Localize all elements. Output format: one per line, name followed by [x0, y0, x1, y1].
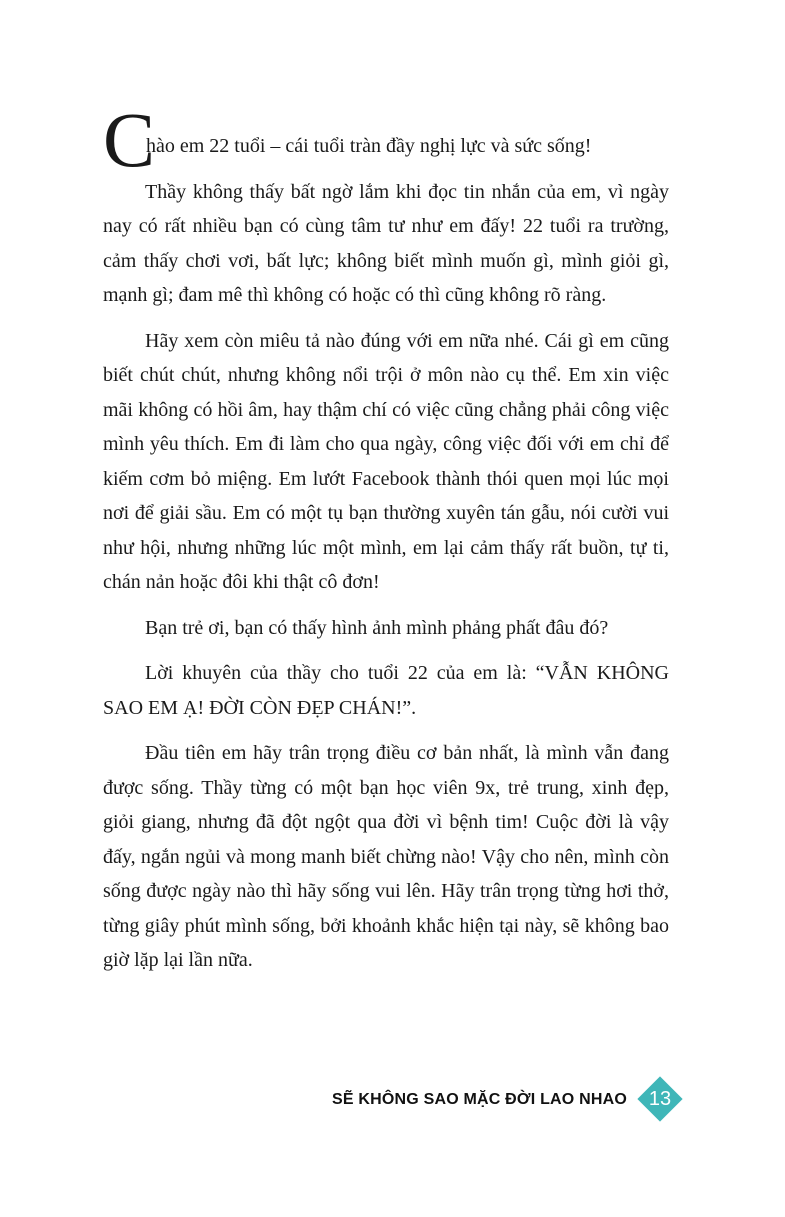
paragraph-2: Hãy xem còn miêu tả nào đúng với em nữa nhé. Cái gì em cũng biết chút chút, nhưng không nổi trội ở môn nào cụ thể. Em xin việc mãi không có hồi âm, hay thậm chí có việc cũng chẳng phải công việc mình yêu thích. Em đi làm cho qua ngày, công việc đối với em chỉ để kiếm cơm bỏ miệng. Em lướt Facebook thành thói quen mọi lúc mọi nơi để giải sầu. Em có một tụ bạn thường xuyên tán gẫu, nói cười vui như hội, nhưng những lúc một mình, em lại cảm thấy rất buồn, tự ti, chán nản hoặc đôi khi thật cô đơn! — [103, 329, 669, 593]
paragraph-4: Lời khuyên của thầy cho tuổi 22 của em là: “VẪN KHÔNG SAO EM Ạ! ĐỜI CÒN ĐẸP CHÁN!”. — [103, 662, 669, 719]
paragraph-5: Đầu tiên em hãy trân trọng điều cơ bản nhất, là mình vẫn đang được sống. Thầy từng có một bạn học viên 9x, trẻ trung, xinh đẹp, giỏi giang, nhưng đã đột ngột qua đời vì bệnh tim! Cuộc đời là vậy đấy, ngắn ngủi và mong manh biết chừng nào! Vậy cho nên, mình còn sống được ngày nào thì hãy sống vui lên. Hãy trân trọng từng hơi thở, từng giây phút mình sống, bởi khoảnh khắc hiện tại này, sẽ không bao giờ lặp lại lần nữa. — [103, 742, 669, 971]
paragraph-3: Bạn trẻ ơi, bạn có thấy hình ảnh mình phảng phất đâu đó? — [145, 616, 609, 639]
page-footer — [0, 1072, 785, 1132]
page-number: 13 — [648, 1088, 672, 1110]
running-title: SẼ KHÔNG SAO MẶC ĐỜI LAO NHAO — [331, 1091, 627, 1108]
page-number-badge — [637, 1076, 683, 1122]
paragraph-1: Thầy không thấy bất ngờ lắm khi đọc tin nhắn của em, vì ngày nay có rất nhiều bạn có cùng tâm tư như em đấy! 22 tuổi ra trường, cảm thấy chơi vơi, bất lực; không biết mình muốn gì, mình giỏi gì, mạnh gì; đam mê thì không có hoặc có thì cũng không rõ ràng. — [103, 180, 669, 306]
opening-paragraph-text: hào em 22 tuổi – cái tuổi tràn đầy nghị lực và sức sống! — [146, 135, 592, 157]
opening-paragraph — [103, 96, 669, 183]
drop-cap: C — [103, 96, 156, 183]
page-body — [103, 96, 669, 978]
